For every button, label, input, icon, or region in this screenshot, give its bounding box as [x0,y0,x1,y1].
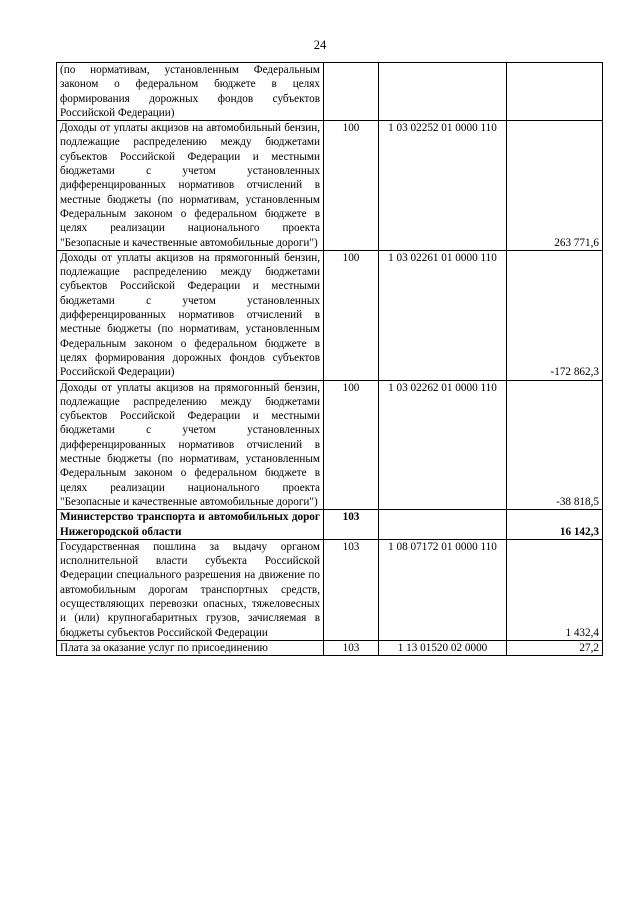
table-row [57,380,603,510]
amount-cell: 27,2 [507,640,603,655]
revenue-name-cell: (по нормативам, установленным Федеральным законом о федеральном бюджете в целях формирования дорожных фондов субъектов Российской Федерации) [57,63,324,121]
revenue-name-cell: Доходы от уплаты акцизов на прямогонный бензин, подлежащие распределению между бюджетами субъектов Российской Федерации и местными бюджетами с учетом установленных дифференцированных нормативов отчислений в местные бюджеты (по нормативам, установленным Федеральным законом о федеральном бюджете в целях реализации национального проекта "Безопасные и качественные автомобильные дороги") [57,380,324,510]
amount-cell: 1 432,4 [507,539,603,640]
admin-code-cell: 103 [324,510,379,540]
revenue-name-cell: Государственная пошлина за выдачу органом исполнительной власти субъекта Российской Федерации специального разрешения на движение по автомобильным дорогам транспортных средств, осуществляющих перевозки опасных, тяжеловесных и (или) крупногабаритных грузов, зачисляемая в бюджеты субъектов Российской Федерации [57,539,324,640]
budget-code-cell [379,63,507,121]
amount-cell: 16 142,3 [507,510,603,540]
admin-code-cell: 103 [324,539,379,640]
admin-code-cell: 100 [324,380,379,510]
revenue-name-cell: Министерство транспорта и автомобильных дорог Нижегородской области [57,510,324,540]
admin-code-cell: 103 [324,640,379,655]
admin-code-cell: 100 [324,121,379,251]
admin-code-cell [324,63,379,121]
amount-cell: 263 771,6 [507,121,603,251]
budget-code-cell [379,510,507,540]
amount-cell: -38 818,5 [507,380,603,510]
budget-code-cell: 1 13 01520 02 0000 [379,640,507,655]
revenue-name-cell: Плата за оказание услуг по присоединению [57,640,324,655]
table-row [57,121,603,251]
table-row [57,250,603,380]
table-row-section-header [57,510,603,540]
admin-code-cell: 100 [324,250,379,380]
amount-cell [507,63,603,121]
budget-code-cell: 1 03 02262 01 0000 110 [379,380,507,510]
table-row [57,63,603,121]
page-number: 24 [313,38,327,52]
revenue-table [56,62,603,656]
budget-code-cell: 1 03 02261 01 0000 110 [379,250,507,380]
amount-cell: -172 862,3 [507,250,603,380]
table-row [57,539,603,640]
table-row [57,640,603,655]
revenue-name-cell: Доходы от уплаты акцизов на автомобильный бензин, подлежащие распределению между бюджетами субъектов Российской Федерации и местными бюджетами с учетом установленных дифференцированных нормативов отчислений в местные бюджеты (по нормативам, установленным Федеральным законом о федеральном бюджете в целях реализации национального проекта "Безопасные и качественные автомобильные дороги") [57,121,324,251]
budget-code-cell: 1 08 07172 01 0000 110 [379,539,507,640]
budget-code-cell: 1 03 02252 01 0000 110 [379,121,507,251]
revenue-name-cell: Доходы от уплаты акцизов на прямогонный бензин, подлежащие распределению между бюджетами субъектов Российской Федерации и местными бюджетами с учетом установленных дифференцированных нормативов отчислений в местные бюджеты (по нормативам, установленным Федеральным законом о федеральном бюджете в целях формирования дорожных фондов субъектов Российской Федерации) [57,250,324,380]
